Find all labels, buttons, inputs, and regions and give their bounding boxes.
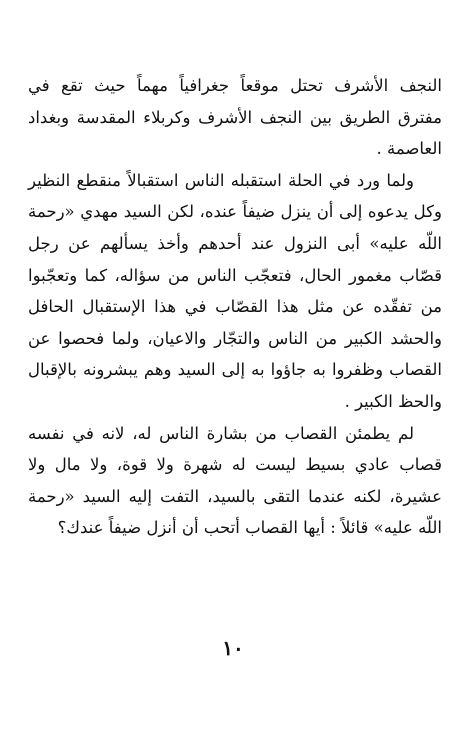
paragraph-3: لم يطمئن القصاب من بشارة الناس له، لانه في نفسه قصاب عادي بسيط ليست له شهرة ولا قوة، ولا مال ولا عشيرة، لكنه عندما التقى بالسيد، التفت إليه السيد «رحمة اللّه عليه» قائلاً : أيها القصاب أتحب أن أنزل ضيفاً عندك؟	[28, 423, 442, 538]
paragraph-2: ولما ورد في الحلة استقبله الناس استقبالاً منقطع النظير وكل يدعوه إلى أن ينزل ضيفاً عنده، لكن السيد مهدي «رحمة اللّه عليه» أبى النزول عند أحدهم وأخذ يسألهم عن رجل قصّاب مغمور الحال، فتعجّب الناس من سؤاله، كما وتعجّبوا من تفقّده عن مثل هذا القصّاب في هذا الإستقبال الحافل والحشد الكبير من الناس والتجّار والاعيان، ولما فحصوا عن القصاب وظفروا به جاؤوا به إلى السيد وهم يبشرونه بالإقبال والحظ الكبير .	[28, 170, 442, 411]
page-number: ١٠	[222, 636, 244, 660]
paragraph-1: النجف الأشرف تحتل موقعاً جغرافياً مهماً حيث تقع في مفترق الطريق بين النجف الأشرف وكربلاء المقدسة وبغداد العاصمة .	[28, 76, 442, 159]
